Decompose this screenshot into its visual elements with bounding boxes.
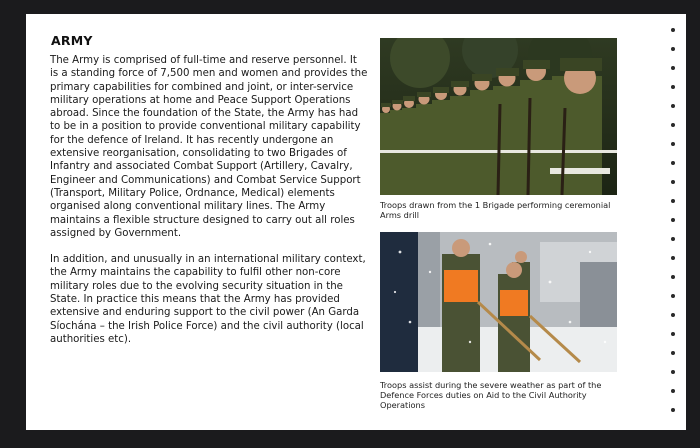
paragraph-1: The Army is comprised of full-time and reserve personnel. It is a standing force of 7,500 men and women and provides the primary capabilities for combined and joint, or inter-service military operations at home and Peace Support Operations abroad. Since the foundation of the State, the Army has had to be in a position to provide conventional military capability for the defence of Ireland. It has recently undergone an extensive reorganisation, consolidating to two Brigades of Infantry and associated Combat Support (Artillery, Cavalry, Engineer and Communications) and Combat Service Support (Transport, Military Police, Ordnance, Medical) elements organised along conventional military lines. The Army maintains a flexible structure designed to carry out all roles assigned by Government. (50, 55, 368, 239)
perforation-hole (671, 123, 675, 127)
perforation-hole (671, 142, 675, 146)
photo-arms-drill (380, 38, 617, 195)
perforation-hole (671, 313, 675, 317)
perforation-edge (669, 20, 677, 424)
perforation-hole (671, 275, 675, 279)
section-title: ARMY (51, 33, 93, 48)
perforation-hole (671, 332, 675, 336)
perforation-hole (671, 180, 675, 184)
perforation-hole (671, 351, 675, 355)
perforation-hole (671, 47, 675, 51)
photo-caption-2: Troops assist during the severe weather as part of the Defence Forces duties on Aid to the Civil Authority Operations (380, 380, 602, 411)
perforation-hole (671, 199, 675, 203)
perforation-hole (671, 294, 675, 298)
perforation-hole (671, 408, 675, 412)
article-body (50, 54, 368, 359)
perforation-hole (671, 218, 675, 222)
booklet-page (26, 14, 686, 430)
perforation-hole (671, 28, 675, 32)
perforation-hole (671, 66, 675, 70)
perforation-hole (671, 370, 675, 374)
photo-snow-clearing (380, 232, 617, 372)
perforation-hole (671, 256, 675, 260)
perforation-hole (671, 389, 675, 393)
perforation-hole (671, 237, 675, 241)
photo-caption-1: Troops drawn from the 1 Brigade performing ceremonial Arms drill (380, 200, 611, 221)
perforation-hole (671, 161, 675, 165)
perforation-hole (671, 85, 675, 89)
paragraph-2: In addition, and unusually in an international military context, the Army maintains the capability to fulfil other non-core military roles due to the evolving security situation in the State. In practice this means that the Army has provided extensive and enduring support to the civil power (An Garda Síochána – the Irish Police Force) and the civil authority (local authorities etc). (50, 254, 366, 345)
perforation-hole (671, 104, 675, 108)
